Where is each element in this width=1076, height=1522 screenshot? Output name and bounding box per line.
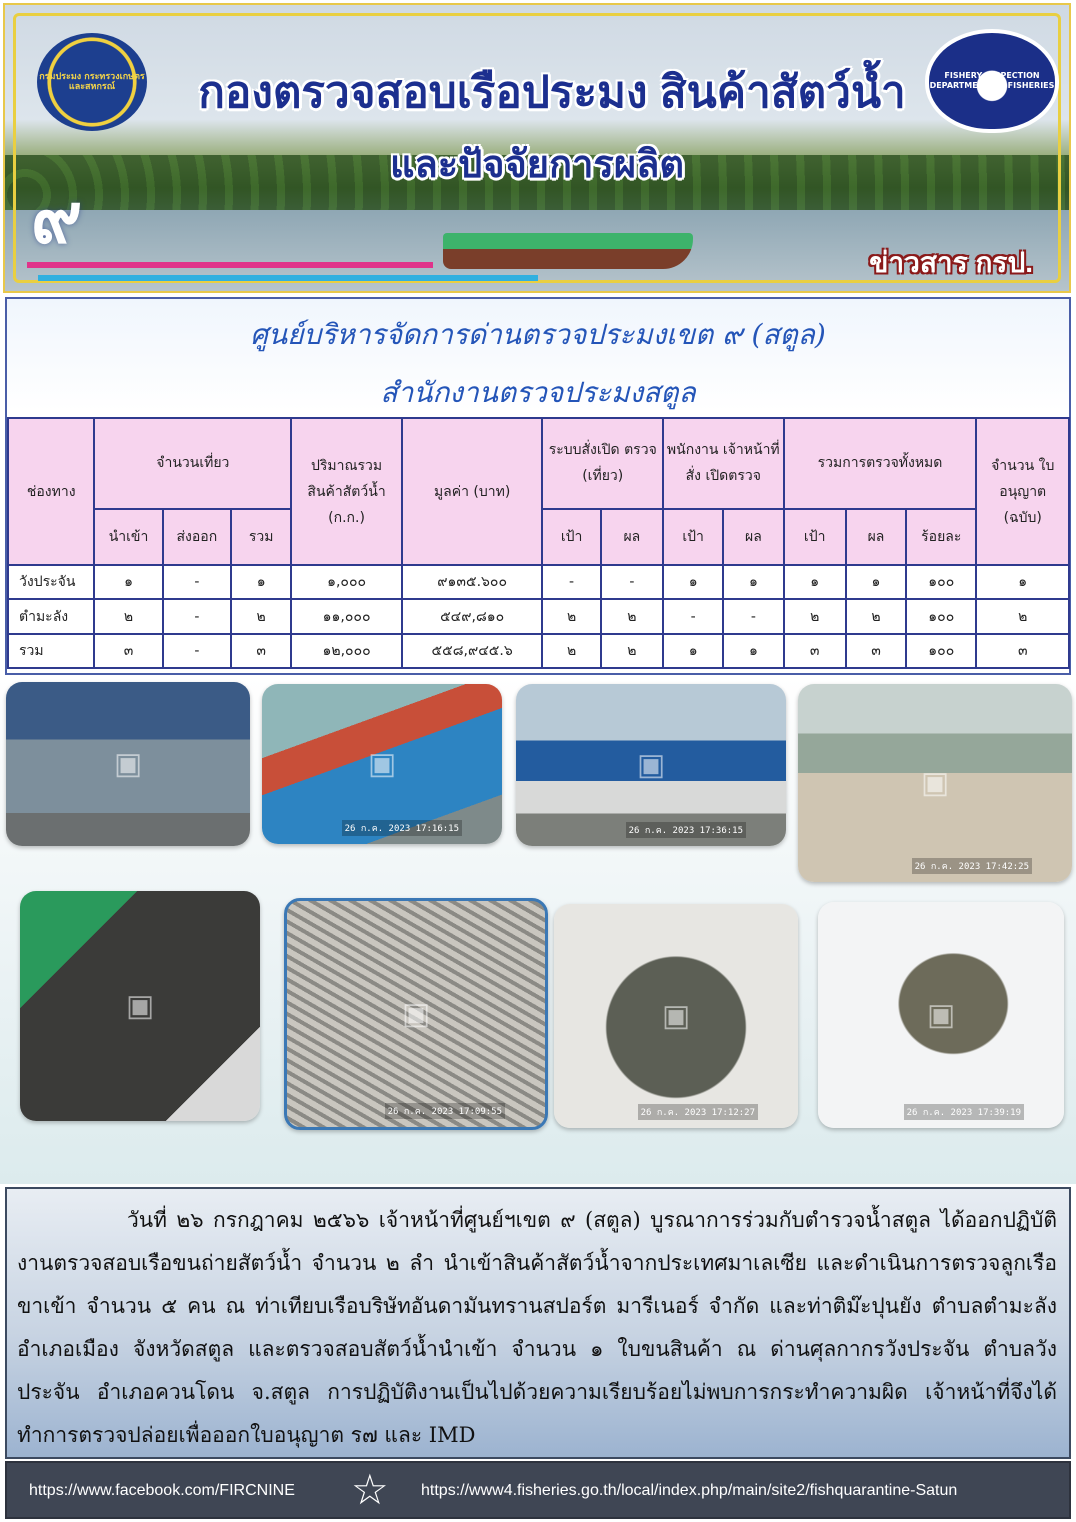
cell-quantity: ๑๒,๐๐๐ <box>291 634 402 668</box>
photo-timestamp: 26 ก.ค. 2023 17:36:15 <box>626 822 746 838</box>
header-trips: จำนวนเที่ยว <box>94 418 291 509</box>
cell-sys-target: - <box>542 565 600 599</box>
office-title: สำนักงานตรวจประมงสตูล <box>380 376 696 409</box>
cell-all-target: ๓ <box>784 634 846 668</box>
cell-percent: ๑๐๐ <box>906 634 976 668</box>
header-off-result: ผล <box>723 509 783 565</box>
center-title: ศูนย์บริหารจัดการด่านตรวจประมงเขต ๙ (สตูล) <box>250 318 826 351</box>
cell-all-result: ๒ <box>846 599 906 633</box>
photo-gallery <box>0 676 1076 1184</box>
cell-value: ๕๕๘,๙๔๕.๖ <box>402 634 543 668</box>
table-row <box>8 565 1069 599</box>
cell-total: ๑ <box>231 565 291 599</box>
camera-icon: ▣ <box>920 765 950 801</box>
header-sys-target: เป้า <box>542 509 600 565</box>
cell-channel: วังประจัน <box>8 565 94 599</box>
inspection-stats-table <box>7 417 1070 669</box>
photo-boat-at-pier <box>516 684 786 846</box>
camera-icon: ▣ <box>367 746 397 782</box>
decor-bar-pink <box>27 262 433 268</box>
photo-officers-and-crew <box>798 684 1072 882</box>
decor-bar-blue <box>38 275 538 281</box>
table-row <box>8 634 1069 668</box>
camera-icon: ▣ <box>125 988 155 1024</box>
cell-off-target: ๑ <box>663 565 723 599</box>
header-all-result: ผล <box>846 509 906 565</box>
photo-timestamp: 26 ก.ค. 2023 17:42:25 <box>912 858 1032 874</box>
photo-pickup-truck <box>6 682 250 846</box>
cell-total: ๒ <box>231 599 291 633</box>
cell-all-result: ๓ <box>846 634 906 668</box>
cell-off-target: ๑ <box>663 634 723 668</box>
header-banner <box>3 3 1071 293</box>
header-percent: ร้อยละ <box>906 509 976 565</box>
cell-channel: รวม <box>8 634 94 668</box>
photo-small-fish <box>284 898 548 1130</box>
cell-all-target: ๒ <box>784 599 846 633</box>
website-link[interactable]: https://www4.fisheries.go.th/local/index.php/main/site2/fishquarantine-Satun <box>421 1482 958 1499</box>
photo-timestamp: 26 ก.ค. 2023 17:09:55 <box>385 1103 505 1119</box>
cell-sys-target: ๒ <box>542 599 600 633</box>
photo-barramundi <box>818 902 1064 1128</box>
header-officer-order: พนักงาน เจ้าหน้าที่สั่ง เปิดตรวจ <box>663 418 784 509</box>
cell-percent: ๑๐๐ <box>906 565 976 599</box>
cell-sys-target: ๒ <box>542 634 600 668</box>
cell-export: - <box>163 565 231 599</box>
cell-channel: ตำมะลัง <box>8 599 94 633</box>
photo-timestamp: 26 ก.ค. 2023 17:39:19 <box>904 1104 1024 1120</box>
cell-percent: ๑๐๐ <box>906 599 976 633</box>
camera-icon: ▣ <box>401 996 431 1032</box>
news-label: ข่าวสาร กรป. <box>869 247 1033 278</box>
header-sys-result: ผล <box>601 509 663 565</box>
photo-clams <box>554 904 798 1128</box>
header-quantity: ปริมาณรวม สินค้าสัตว์น้ำ (ก.ก.) <box>291 418 402 565</box>
camera-icon: ▣ <box>661 998 691 1034</box>
banner-subtitle: และปัจจัยการผลิต <box>389 144 685 186</box>
header-total-inspect: รวมการตรวจทั้งหมด <box>784 418 977 509</box>
cell-sys-result: ๒ <box>601 634 663 668</box>
photo-timestamp: 26 ก.ค. 2023 17:16:15 <box>342 820 462 836</box>
banner-title: กองตรวจสอบเรือประมง สินค้าสัตว์น้ำ <box>198 68 906 117</box>
cell-off-result: ๑ <box>723 634 783 668</box>
cell-off-target: - <box>663 599 723 633</box>
cell-permits: ๓ <box>976 634 1069 668</box>
cell-quantity: ๑,๐๐๐ <box>291 565 402 599</box>
cell-sys-result: ๒ <box>601 599 663 633</box>
cell-value: ๕๔๙,๘๑๐ <box>402 599 543 633</box>
header-value: มูลค่า (บาท) <box>402 418 543 565</box>
cell-all-result: ๑ <box>846 565 906 599</box>
header-permits: จำนวน ใบอนุญาต (ฉบับ) <box>976 418 1069 565</box>
table-row <box>8 599 1069 633</box>
cell-off-result: - <box>723 599 783 633</box>
facebook-link[interactable]: https://www.facebook.com/FIRCNINE <box>29 1482 295 1499</box>
header-all-target: เป้า <box>784 509 846 565</box>
logo-left-text: กรมประมง กระทรวงเกษตรและสหกรณ์ <box>39 72 145 92</box>
cell-export: - <box>163 634 231 668</box>
cell-quantity: ๑๑,๐๐๐ <box>291 599 402 633</box>
cell-sys-result: - <box>601 565 663 599</box>
header-import: นำเข้า <box>94 509 162 565</box>
cell-import: ๒ <box>94 599 162 633</box>
cell-import: ๓ <box>94 634 162 668</box>
photo-boat-unloading <box>262 684 502 844</box>
header-off-target: เป้า <box>663 509 723 565</box>
camera-icon: ▣ <box>113 746 143 782</box>
star-icon: ☆ <box>351 1466 389 1513</box>
cell-all-target: ๑ <box>784 565 846 599</box>
cell-import: ๑ <box>94 565 162 599</box>
header-export: ส่งออก <box>163 509 231 565</box>
cell-off-result: ๑ <box>723 565 783 599</box>
cell-export: - <box>163 599 231 633</box>
header-trips-total: รวม <box>231 509 291 565</box>
cell-value: ๙๑๓๕.๖๐๐ <box>402 565 543 599</box>
cell-total: ๓ <box>231 634 291 668</box>
cell-permits: ๑ <box>976 565 1069 599</box>
photo-crabs <box>20 891 260 1121</box>
header-channel: ช่องทาง <box>8 418 94 565</box>
photo-timestamp: 26 ก.ค. 2023 17:12:27 <box>638 1104 758 1120</box>
cell-permits: ๒ <box>976 599 1069 633</box>
camera-icon: ▣ <box>926 997 956 1033</box>
logo-right-text: FISHERY INSPECTION DEPARTMENT OF FISHERIES <box>929 71 1055 90</box>
region-number: ๙ <box>31 176 83 259</box>
news-body-text: วันที่ ๒๖ กรกฎาคม ๒๕๖๖ เจ้าหน้าที่ศูนย์ฯเขต ๙ (สตูล) บูรณาการร่วมกับตำรวจน้ำสตูล ได้ออกปฏิบัติงานตรวจสอบเรือขนถ่ายสัตว์น้ำ จำนวน ๒ ลำ นำเข้าสินค้าสัตว์น้ำจากประเทศมาเลเซีย และดำเนินการตรวจลูกเรือขาเข้า จำนวน ๕ คน ณ ท่าเทียบเรือบริษัทอันดามันทรานสปอร์ต มารีเนอร์ จำกัด และท่าติม๊ะปุนยัง ตำบลตำมะลัง อำเภอเมือง จังหวัดสตูล และตรวจสอบสัตว์น้ำนำเข้า จำนวน ๑ ใบขนสินค้า ณ ด่านศุลกากรวังประจัน ตำบลวังประจัน อำเภอควนโดน จ.สตูล การปฏิบัติงานเป็นไปด้วยความเรียบร้อยไม่พบการกระทำความผิด เจ้าหน้าที่จึงได้ทำการตรวจปล่อยเพื่อออกใบอนุญาต ร๗ และ IMD <box>5 1187 1071 1459</box>
header-system-order: ระบบสั่งเปิด ตรวจ (เที่ยว) <box>542 418 663 509</box>
camera-icon: ▣ <box>636 747 666 783</box>
footer-bar <box>5 1461 1071 1519</box>
